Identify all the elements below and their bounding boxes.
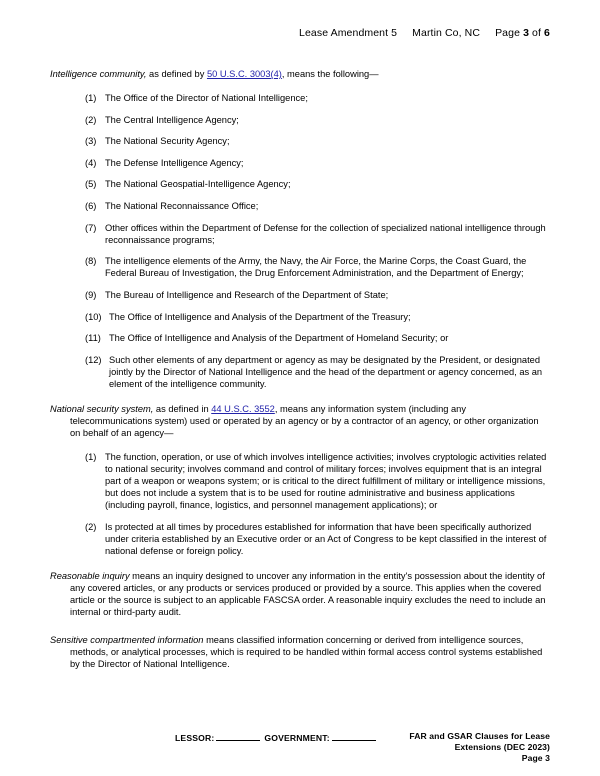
- list-item-marker: (2): [85, 521, 97, 532]
- definition-paragraph-intelligence-community: [50, 68, 550, 80]
- list-item-text: The Office of the Director of National Intelligence;: [105, 93, 308, 104]
- list-item: [50, 222, 550, 246]
- footer-clause-reference: [409, 731, 550, 764]
- list-item-marker: (3): [85, 136, 97, 147]
- list-item-marker: (8): [85, 256, 97, 267]
- list-item-text: The Bureau of Intelligence and Research of the Department of State;: [105, 290, 389, 301]
- header-location: Martin Co, NC: [412, 27, 481, 39]
- list-item: [50, 521, 550, 557]
- list-item: [50, 200, 550, 212]
- definition-term: Sensitive compartmented information: [50, 635, 204, 645]
- list-item-text: Such other elements of any department or agency as may be designated by the President, or designated jointly by the Director of National Intelligence and the head of the department or agency concerned, as an element of the intelligence community.: [109, 354, 543, 389]
- list-item: [50, 178, 550, 190]
- document-header: [0, 27, 550, 39]
- list-item-text: The National Reconnaissance Office;: [105, 201, 259, 212]
- list-item-text: The National Security Agency;: [105, 136, 230, 147]
- intelligence-community-list: [50, 92, 550, 390]
- list-item: [50, 114, 550, 126]
- definition-lead-text: as defined in: [153, 403, 212, 414]
- footer-lessor-label: LESSOR:: [175, 733, 215, 743]
- header-page-indicator: [495, 27, 550, 39]
- header-page-label: Page: [495, 27, 521, 39]
- list-item-marker: (9): [85, 290, 97, 301]
- list-item-marker: (6): [85, 201, 97, 212]
- definition-lead-text: means classified information concerning or derived from intelligence sources, methods, or analytical processes, which is required to be handled within formal access control systems established by the Director of National Intelligence.: [70, 635, 543, 670]
- header-page-total: 6: [544, 27, 550, 39]
- list-item: [50, 289, 550, 301]
- statute-link-50-usc-3003[interactable]: 50 U.S.C. 3003(4): [206, 69, 282, 79]
- definition-paragraph-national-security-system: [50, 403, 550, 439]
- list-item-marker: (4): [85, 157, 97, 168]
- footer-signature-line: [175, 731, 380, 743]
- list-item-marker: (7): [85, 222, 97, 233]
- definition-lead-text: as defined by: [146, 69, 207, 79]
- list-item: [50, 135, 550, 147]
- document-body: [50, 68, 550, 679]
- list-item-marker: (5): [85, 179, 97, 190]
- list-item-marker: (10): [85, 311, 102, 322]
- list-item-marker: (11): [85, 333, 101, 344]
- definition-term: National security system,: [50, 403, 154, 414]
- document-footer: [0, 729, 600, 775]
- list-item-text: The function, operation, or use of which involves intelligence activities; involves cryptologic activities related to national security; involves command and control of military forces; involves equipment that is an integral part of a weapon or weapons system; or is critical to the direct fulfillment of military or intelligence missions, but does not include a system that is to be used for routine administrative and business applications (including payroll, finance, logistics, and personnel management applications); or: [105, 451, 547, 511]
- list-item-text: The Central Intelligence Agency;: [105, 114, 239, 125]
- header-document-title: Lease Amendment 5: [299, 27, 398, 39]
- definition-trailing-text: , means any information system (including any telecommunications system) used or operated by an agency or by a contractor of an agency, or other organization on behalf of an agency—: [70, 403, 539, 438]
- list-item-marker: (1): [85, 451, 97, 462]
- list-item: [50, 332, 550, 344]
- footer-clause-line-1: FAR and GSAR Clauses for Lease: [409, 731, 550, 741]
- definition-trailing-text: , means the following—: [281, 69, 379, 79]
- definition-paragraph-reasonable-inquiry: [50, 570, 550, 618]
- definition-paragraph-sensitive-compartmented-information: [50, 634, 550, 670]
- statute-link-44-usc-3552[interactable]: 44 U.S.C. 3552: [211, 403, 275, 414]
- list-item-marker: (12): [85, 354, 102, 365]
- definition-term: Intelligence community,: [50, 69, 147, 79]
- list-item-text: The National Geospatial-Intelligence Agency;: [105, 179, 291, 190]
- footer-government-label: GOVERNMENT:: [264, 733, 330, 743]
- lessor-signature-blank[interactable]: [216, 731, 260, 741]
- footer-page-number: Page 3: [521, 753, 550, 763]
- header-page-of: of: [532, 27, 542, 39]
- list-item-marker: (1): [85, 93, 97, 104]
- list-item-text: Is protected at all times by procedures established for information that have been specifically authorized under criteria established by an Executive order or an Act of Congress to be kept classified in the interest of national defense or foreign policy.: [105, 521, 547, 557]
- list-item: [50, 451, 550, 511]
- list-item-text: The Office of Intelligence and Analysis of the Department of Homeland Security; or: [109, 333, 449, 344]
- definition-term: Reasonable inquiry: [50, 570, 130, 581]
- list-item-marker: (2): [85, 114, 97, 125]
- list-item-text: The Defense Intelligence Agency;: [105, 157, 244, 168]
- national-security-system-list: [50, 451, 550, 557]
- list-item: [50, 92, 550, 104]
- list-item: [50, 311, 550, 323]
- list-item-text: The Office of Intelligence and Analysis of the Department of the Treasury;: [109, 311, 411, 322]
- list-item: [50, 354, 550, 390]
- list-item-text: The intelligence elements of the Army, the Navy, the Air Force, the Marine Corps, the Coast Guard, the Federal Bureau of Investigation, the Drug Enforcement Administration, and the Department of Energy;: [105, 256, 527, 279]
- list-item: [50, 255, 550, 279]
- list-item: [50, 157, 550, 169]
- list-item-text: Other offices within the Department of Defense for the collection of specialized national intelligence through reconnaissance programs;: [105, 222, 546, 245]
- government-signature-blank[interactable]: [332, 731, 376, 741]
- footer-clause-line-2: Extensions (DEC 2023): [454, 742, 550, 752]
- header-page-current: 3: [523, 27, 530, 39]
- definition-lead-text: means an inquiry designed to uncover any information in the entity's possession about the identity of any covered articles, or any products or services produced or provided by a source. This applies when the covered article or the source is subject to an applicable FASCSA order. A reasonable inquiry excludes the need to include an internal or third-party audit.: [70, 570, 546, 617]
